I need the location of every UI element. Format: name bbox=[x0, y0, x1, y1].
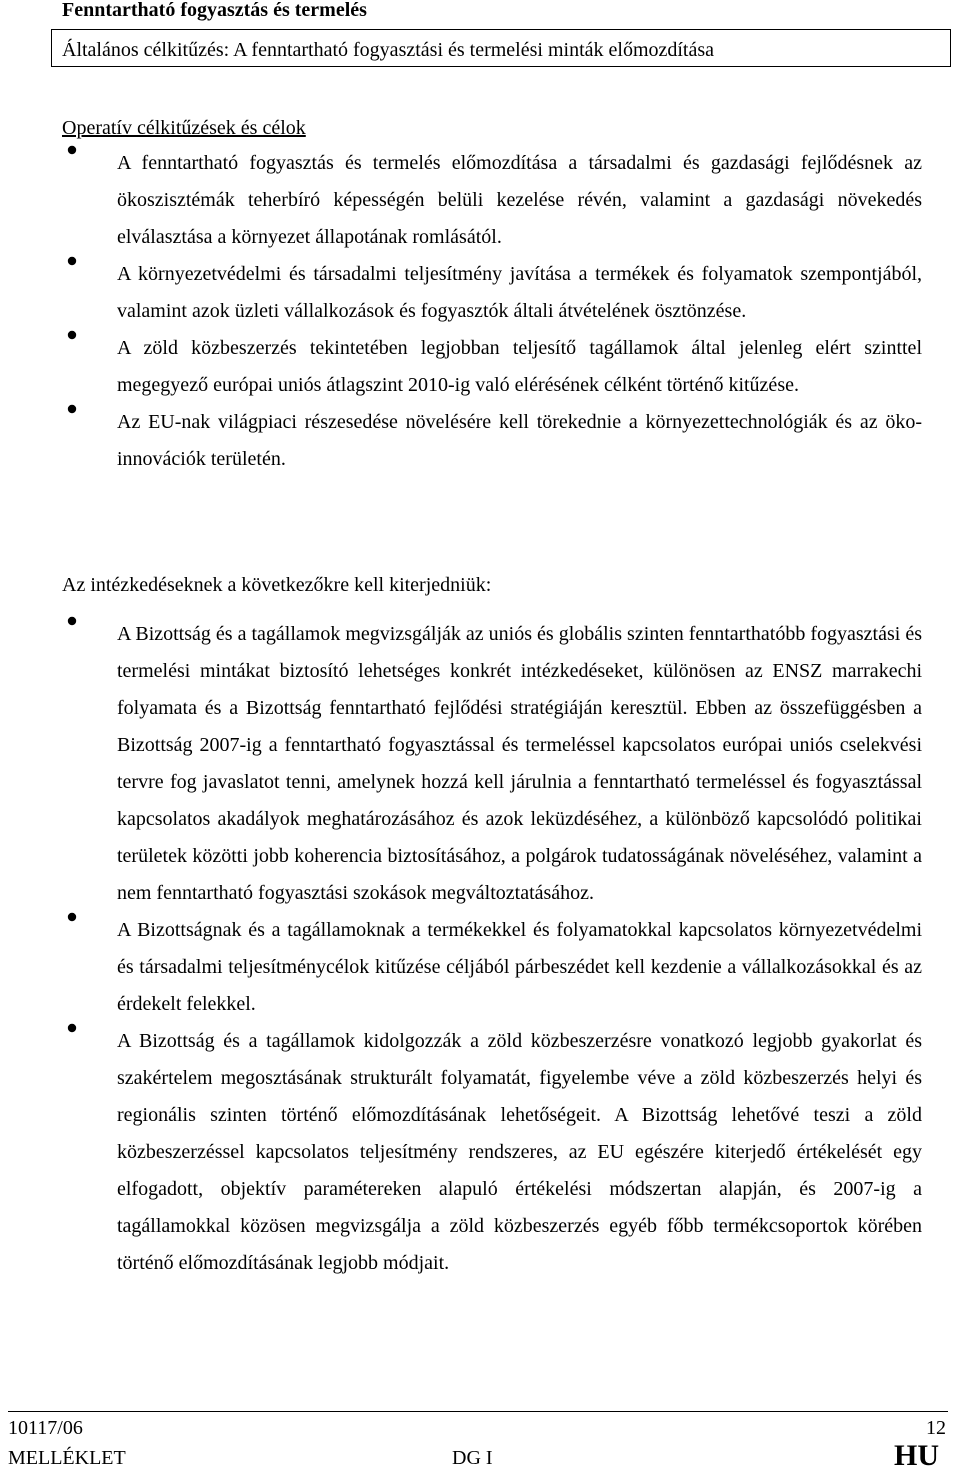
list-item-text: Az EU-nak világpiaci részesedése növelésére kell törekednie a környezettechnológiák és az öko-innovációk területén. bbox=[117, 411, 922, 470]
operative-objectives-list bbox=[62, 145, 922, 478]
bullet-dot-icon bbox=[67, 616, 77, 626]
language-code: HU bbox=[894, 1439, 939, 1472]
bullet-dot-icon bbox=[67, 912, 77, 922]
department-label: DG I bbox=[452, 1447, 493, 1469]
document-reference: 10117/06 bbox=[8, 1417, 83, 1439]
list-item bbox=[62, 616, 922, 912]
list-item bbox=[62, 912, 922, 1023]
list-item-text: A Bizottság és a tagállamok megvizsgálják az uniós és globális szinten fenntarthatóbb fogyasztási és termelési mintákat biztosító lehetséges konkrét intézkedéseket, különösen az ENSZ marrakechi folyamata és a Bizottság fenntartható fejlődési stratégiáján keresztül. Ebben az összefüggésben a Bizottság 2007-ig a fenntartható fogyasztással és termeléssel kapcsolatos európai uniós cselekvési tervre fog javaslatot tenni, amelynek hozzá kell járulnia a fenntartható termeléssel és fogyasztással kapcsolatos akadályok meghatározásához és azok leküzdéséhez, a különböző kapcsolódó politikai területek közötti jobb koherencia biztosításához, a polgárok tudatosságának növeléséhez, valamint a nem fenntartható fogyasztási szokások megváltoztatásához. bbox=[117, 623, 922, 904]
list-item-text: A fenntartható fogyasztás és termelés előmozdítása a társadalmi és gazdasági fejlődésnek az ökoszisztémák teherbíró képességén belüli kezelése révén, valamint a gazdasági növekedés elválasztása a környezet állapotának romlásától. bbox=[117, 152, 922, 248]
page-number: 12 bbox=[926, 1417, 946, 1439]
list-item bbox=[62, 330, 922, 404]
footer-divider bbox=[8, 1411, 948, 1412]
page-title: Fenntartható fogyasztás és termelés bbox=[62, 0, 367, 21]
list-item bbox=[62, 145, 922, 256]
measures-intro: Az intézkedéseknek a következőkre kell kiterjedniük: bbox=[62, 574, 492, 596]
bullet-dot-icon bbox=[67, 1023, 77, 1033]
list-item-text: A zöld közbeszerzés tekintetében legjobban teljesítő tagállamok által jelenleg elért szinttel megegyező európai uniós átlagszint 2010-ig való elérésének célként történő kitűzése. bbox=[117, 337, 922, 396]
bullet-dot-icon bbox=[67, 145, 77, 155]
list-item-text: A környezetvédelmi és társadalmi teljesítmény javítása a termékek és folyamatok szempontjából, valamint azok üzleti vállalkozások és fogyasztók általi átvételének ösztönzése. bbox=[117, 263, 922, 322]
list-item bbox=[62, 404, 922, 478]
bullet-dot-icon bbox=[67, 330, 77, 340]
measures-list bbox=[62, 616, 922, 1282]
bullet-dot-icon bbox=[67, 256, 77, 266]
list-item bbox=[62, 1023, 922, 1282]
list-item bbox=[62, 256, 922, 330]
list-item-text: A Bizottság és a tagállamok kidolgozzák a zöld közbeszerzésre vonatkozó legjobb gyakorlat és szakértelem megosztásának strukturált folyamatát, figyelembe véve a zöld közbeszerzés helyi és regionális szinten történő előmozdításának lehetőségeit. A Bizottság lehetővé teszi a zöld közbeszerzéssel kapcsolatos teljesítmény rendszeres, az EU egészére kiterjedő értékelését egy elfogadott, objektív paramétereken alapuló értékelési módszertan alapján, és 2007-ig a tagállamokkal közösen megvizsgálja a zöld közbeszerzés egyéb főbb termékcsoportok körében történő előmozdításának legjobb módjait. bbox=[117, 1030, 922, 1274]
general-objective-box bbox=[51, 29, 951, 67]
bullet-dot-icon bbox=[67, 404, 77, 414]
annex-label: MELLÉKLET bbox=[8, 1447, 126, 1469]
list-item-text: A Bizottságnak és a tagállamoknak a termékekkel és folyamatokkal kapcsolatos környezetvédelmi és társadalmi teljesítménycélok kitűzése céljából párbeszédet kell kezdenie a vállalkozásokkal és az érdekelt felekkel. bbox=[117, 919, 922, 1015]
operative-objectives-heading: Operatív célkitűzések és célok bbox=[62, 117, 306, 139]
general-objective-text: Általános célkitűzés: A fenntartható fogyasztási és termelési minták előmozdítása bbox=[62, 39, 715, 61]
